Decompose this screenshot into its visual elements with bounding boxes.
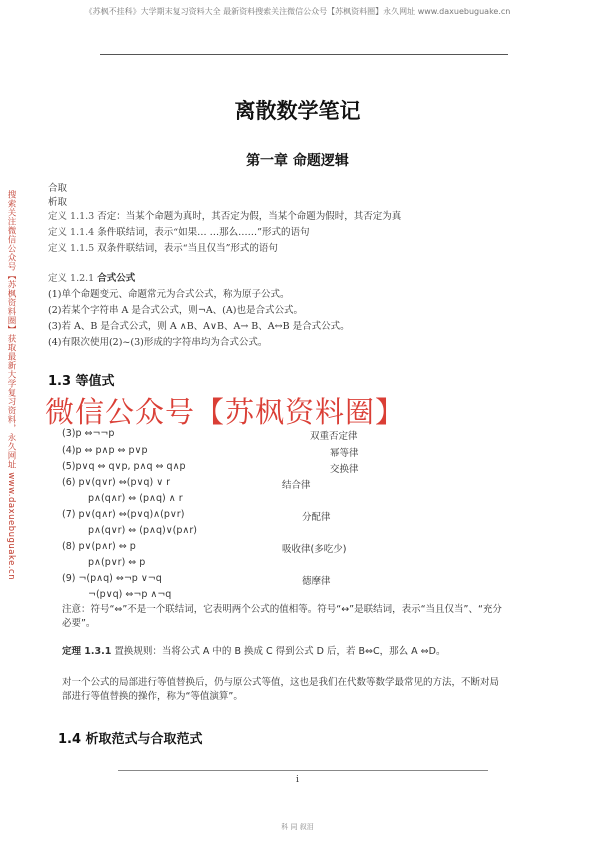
equivalence-formula: p∧(p∨r) ⇔ p [88, 557, 146, 568]
chapter-title: 第一章 命题逻辑 [246, 153, 349, 169]
term-disjunction: 析取 [48, 197, 68, 208]
wff-item: (3)若 A、B 是合式公式，则 A ∧B、A∨B、A→ B、A↔B 是合式公式。 [48, 321, 350, 332]
equivalence-law-name: 交换律 [330, 464, 359, 475]
equivalence-formula: p∧(q∧r) ⇔ (p∧q) ∧ r [88, 493, 183, 504]
term-conjunction: 合取 [48, 183, 68, 194]
theorem-1-3-1 [62, 645, 502, 659]
definition-number: 定义 1.2.1 [48, 273, 95, 284]
equivalence-formula: (3)p ⇔¬¬p [62, 428, 115, 439]
header-divider [100, 54, 508, 55]
equivalence-law-name: 幂等律 [330, 448, 359, 459]
side-watermark-text: 搜索关注微信公众号【苏枫资料圈】获取最新大学复习资料，永久网址 www.daxuebuguake.cn [6, 190, 16, 581]
page-number: i [296, 775, 299, 785]
equivalence-law-name: 结合律 [282, 480, 311, 491]
definition-number: 定义 1.1.3 [48, 211, 95, 222]
equivalence-formula: (4)p ⇔ p∧p ⇔ p∨p [62, 445, 148, 456]
wff-item: (1)单个命题变元、命题常元为合式公式，称为原子公式。 [48, 289, 290, 300]
header-banner: 《苏枫不挂科》大学期末复习资料大全 最新资料搜索关注微信公众号【苏枫资料圈】永久网址 www.daxuebuguake.cn [84, 7, 511, 16]
center-watermark-text: 微信公众号【苏枫资料圈】 [45, 395, 406, 429]
definition-number: 定义 1.1.5 [48, 243, 95, 254]
equivalence-formula: p∧(q∨r) ⇔ (p∧q)∨(p∧r) [88, 525, 197, 536]
wff-item: (2)若某个字符串 A 是合式公式，则¬A、(A)也是合式公式。 [48, 305, 303, 316]
definition-conditional [48, 226, 309, 239]
equivalence-formula: ¬(p∨q) ⇔¬p ∧¬q [88, 589, 172, 600]
wff-item: (4)有限次使用(2)~(3)形成的字符串均为合式公式。 [48, 337, 268, 348]
equivalence-formula: (5)p∨q ⇔ q∨p, p∧q ⇔ q∧p [62, 461, 186, 472]
equivalence-law-name: 双重否定律 [310, 431, 358, 442]
definition-text: 否定：当某个命题为真时，其否定为假，当某个命题为假时，其否定为真 [94, 211, 402, 222]
definition-text: 双条件联结词，表示“当且仅当”形式的语句 [94, 243, 278, 254]
equivalence-law-name: 吸收律(多吃少) [282, 544, 347, 555]
section-heading-normal-forms: 1.4 析取范式与合取范式 [58, 732, 203, 747]
equivalence-law-name: 德摩律 [302, 576, 331, 587]
definition-wff [48, 272, 135, 285]
footer-text: 科 同 叙泪 [281, 823, 314, 831]
equivalence-formula: (8) p∨(p∧r) ⇔ p [62, 541, 136, 552]
definition-text: 条件联结词，表示“如果… …那么……”形式的语句 [94, 227, 310, 238]
equivalence-formula: (6) p∨(q∨r) ⇔(p∨q) ∨ r [62, 477, 171, 488]
section-heading-equivalences: 1.3 等值式 [48, 374, 115, 389]
definition-heading: 合式公式 [97, 273, 136, 284]
definition-biconditional [48, 242, 278, 255]
theorem-explanation: 对一个公式的局部进行等值替换后，仍与原公式等值，这也是我们在代数等数学最常见的方法，不断对局部进行等值替换的操作，称为“等值演算”。 [62, 677, 500, 702]
footer-divider [118, 770, 488, 771]
equivalence-formula: (7) p∨(q∧r) ⇔(p∨q)∧(p∨r) [62, 509, 185, 520]
definition-negation [48, 210, 401, 223]
theorem-label: 定理 1.3.1 [62, 646, 112, 657]
theorem-text: 置换规则：当将公式 A 中的 B 换成 C 得到公式 D 后，若 B⇔C，那么 A ⇔D。 [111, 646, 446, 657]
equivalence-law-name: 分配律 [302, 512, 331, 523]
document-title: 离散数学笔记 [234, 99, 361, 123]
equivalence-formula: (9) ¬(p∧q) ⇔¬p ∨¬q [62, 573, 162, 584]
definition-number: 定义 1.1.4 [48, 227, 95, 238]
equivalence-note: 注意：符号“⇔”不是一个联结词，它表明两个公式的值相等。符号“↔”是联结词，表示“当且仅当”、“充分必要”。 [62, 604, 502, 629]
